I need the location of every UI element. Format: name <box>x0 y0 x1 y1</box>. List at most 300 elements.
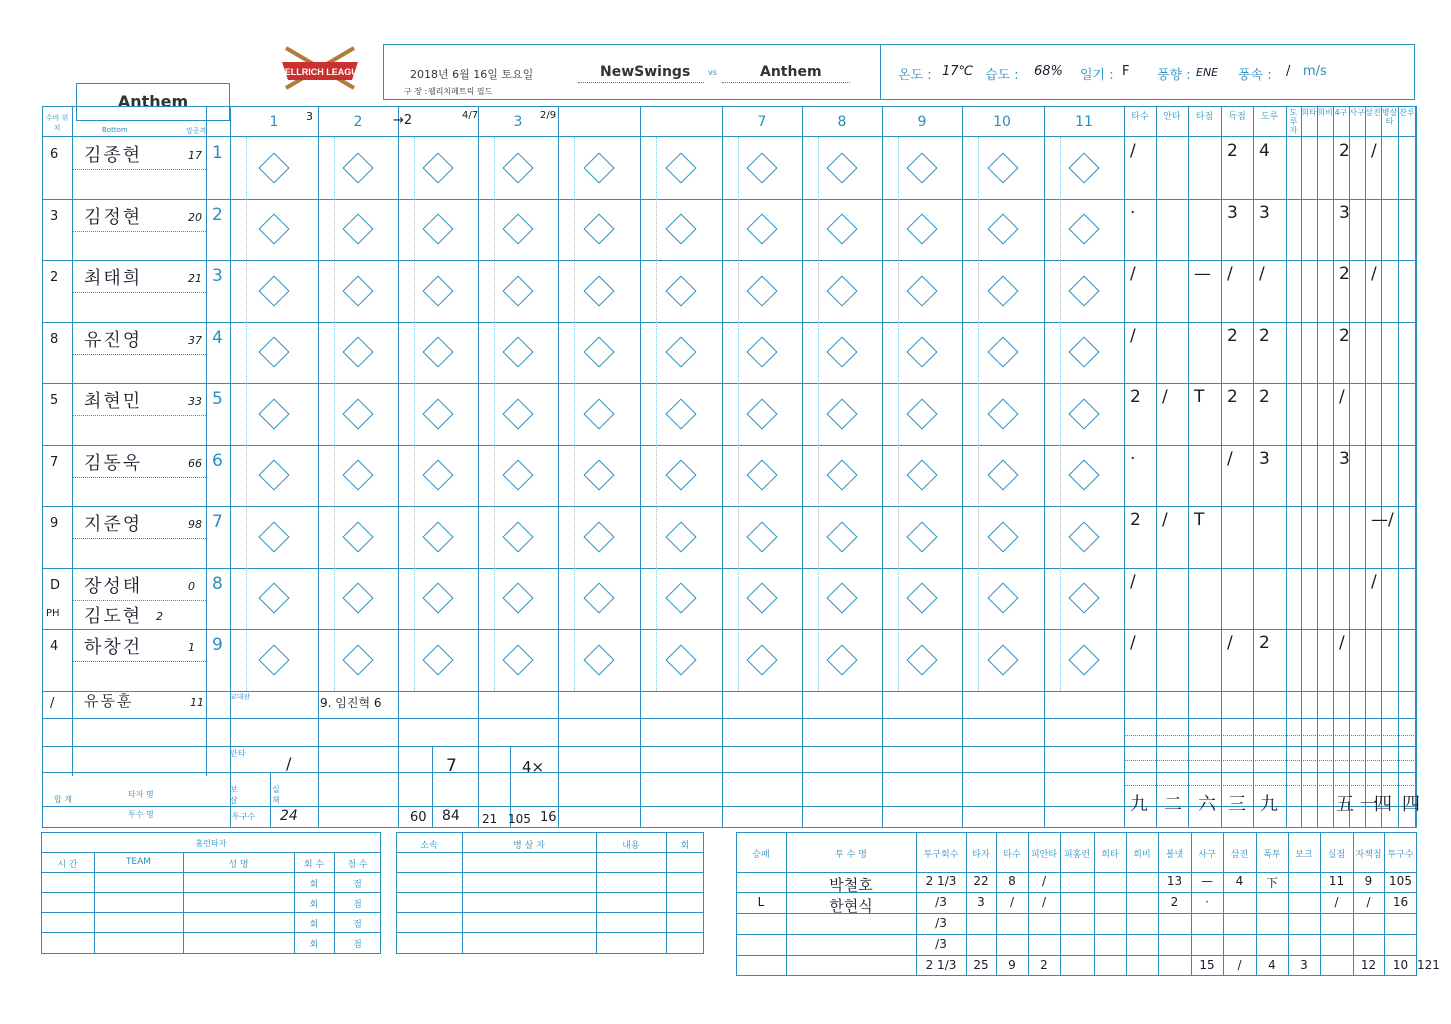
grid-subline <box>72 538 206 539</box>
grid-hline <box>42 629 1416 630</box>
batter-pos: 5 <box>50 393 59 408</box>
pitcher-r: / <box>1334 895 1339 909</box>
pitcher-total-hbp: / <box>1237 958 1242 972</box>
count-divider <box>334 199 335 261</box>
count-divider <box>818 137 819 199</box>
grid-vline <box>1286 688 1287 828</box>
extra-pos: / <box>50 696 55 711</box>
grid-vline <box>1333 106 1334 688</box>
pitcher-bb: 13 <box>1166 874 1183 888</box>
grid-hline <box>42 506 1416 507</box>
pitcher-er: / <box>1366 895 1371 909</box>
count-divider <box>574 568 575 630</box>
venue-name: 웰리치페트릭 필드 <box>428 87 493 96</box>
count-divider <box>818 506 819 568</box>
wind-speed-label: 풍속 : <box>1238 68 1272 83</box>
tally-bb: 五 <box>1336 794 1354 815</box>
count-divider <box>738 629 739 691</box>
pitcher-er: 9 <box>1364 874 1373 888</box>
p-col-2: 투구회수 <box>923 850 959 860</box>
pitcher-result: L <box>757 895 765 909</box>
away-team: NewSwings <box>600 64 691 80</box>
stat-ab: 2 <box>1130 387 1141 407</box>
pitches-3b: 105 <box>508 812 531 826</box>
stat-r: 2 <box>1227 387 1238 407</box>
p-col-7: 희타 <box>1101 850 1119 860</box>
pitcher-h: / <box>1041 895 1047 909</box>
count-divider <box>334 383 335 445</box>
sub-note: 9. 임진혁 6 <box>320 696 382 710</box>
grid-vline <box>270 772 271 828</box>
stat-header-11: 병살타 <box>1381 108 1398 126</box>
batter-pos: 7 <box>50 454 59 470</box>
pitches-1: 24 <box>280 808 298 824</box>
count-divider <box>414 199 415 261</box>
stat-header-10: 삼진 <box>1365 108 1381 117</box>
count-divider <box>1060 199 1061 261</box>
count-divider <box>656 629 657 691</box>
count-divider <box>334 506 335 568</box>
hits-2: 7 <box>446 756 457 776</box>
count-divider <box>246 445 247 507</box>
inning-header-6: 10 <box>993 114 1011 130</box>
temp-label: 온도 : <box>898 68 932 83</box>
batter-name: 최태희 <box>84 268 143 289</box>
grid-vline <box>1365 106 1366 688</box>
grid-vline <box>1416 106 1417 688</box>
stat-sb: 4 <box>1259 141 1270 161</box>
count-divider <box>574 199 575 261</box>
grid-vline <box>1044 688 1045 828</box>
count-divider <box>494 506 495 568</box>
tally-h: 二 <box>1164 794 1182 815</box>
grid-vline <box>962 688 963 828</box>
p-col-10: 사구 <box>1198 850 1216 860</box>
inning1-note: 3 <box>306 110 313 123</box>
count-divider <box>1060 383 1061 445</box>
grid-subline <box>1124 760 1416 761</box>
wind-dir-value: ENE <box>1196 66 1219 79</box>
count-divider <box>656 383 657 445</box>
count-divider <box>1060 506 1061 568</box>
count-divider <box>246 260 247 322</box>
grid-vline <box>882 688 883 828</box>
grid-vline <box>72 106 73 688</box>
grid-vline <box>1124 688 1125 828</box>
count-divider <box>656 445 657 507</box>
count-divider <box>898 199 899 261</box>
grid-vline <box>558 688 559 828</box>
grid-vline <box>1221 688 1222 828</box>
stat-bb: 2 <box>1339 141 1350 161</box>
venue-label: 구 장 : <box>404 87 428 96</box>
pitcher-ab: / <box>1009 895 1015 909</box>
inning-header-3: 7 <box>757 114 767 130</box>
grid-vline <box>722 106 723 688</box>
hr-runs: 점 <box>353 900 362 910</box>
grid-subline <box>72 415 206 416</box>
grid-subline <box>72 231 206 232</box>
back-attack-label: 말공격 <box>186 127 207 135</box>
count-divider <box>494 137 495 199</box>
count-divider <box>574 137 575 199</box>
stat-bb: 2 <box>1339 325 1350 346</box>
batting-order: 2 <box>212 204 223 225</box>
home-team: Anthem <box>760 64 822 80</box>
grid-vline <box>1301 106 1302 688</box>
tally-rbi: 六 <box>1198 794 1216 815</box>
grid-vline <box>640 106 641 688</box>
stat-header-0: 타수 <box>1131 112 1149 122</box>
pitcher-total-ab: 9 <box>1008 958 1016 972</box>
inning-header-1: 2 <box>353 114 363 130</box>
league-logo <box>276 44 364 92</box>
grid-vline <box>1286 106 1287 688</box>
weather-label: 일기 : <box>1080 68 1114 83</box>
pitcher-hbp: — <box>1201 874 1213 888</box>
pitcher-hbp: · <box>1205 895 1209 909</box>
count-divider <box>656 199 657 261</box>
hr-col-1: TEAM <box>125 857 152 867</box>
ej-col-0: 소속 <box>420 841 438 851</box>
batter-name: 김정현 <box>84 206 143 228</box>
batter-no: 37 <box>188 333 202 347</box>
stat-header-9: 사구 <box>1349 108 1365 117</box>
grid-vline <box>962 106 963 688</box>
tally-lob: 四 <box>1402 794 1420 815</box>
extra-no: 11 <box>190 696 204 709</box>
ej-col-3: 회 <box>680 841 690 851</box>
count-divider <box>494 260 495 322</box>
count-divider <box>818 383 819 445</box>
count-divider <box>818 629 819 691</box>
count-divider <box>574 445 575 507</box>
inning-header-0: 1 <box>269 114 279 130</box>
pitcher-total-bb: 15 <box>1199 958 1215 972</box>
p-col-11: 삼진 <box>1230 850 1249 860</box>
hr-col-4: 점 수 <box>347 860 368 870</box>
pitcher-wp: 下 <box>1265 876 1278 890</box>
grid-vline <box>1333 688 1334 828</box>
count-divider <box>898 506 899 568</box>
count-divider <box>246 322 247 384</box>
p-col-14: 실점 <box>1327 850 1346 860</box>
stat-header-12: 잔루 <box>1399 108 1415 117</box>
stat-so: / <box>1371 141 1377 161</box>
substitute-label: 교대판 <box>230 693 251 701</box>
pitcher-total-bf: 25 <box>973 958 989 972</box>
count-divider <box>334 445 335 507</box>
pitcher-total-so: 4 <box>1268 958 1276 972</box>
count-divider <box>898 322 899 384</box>
batter-pos: 6 <box>50 147 59 162</box>
count-divider <box>978 445 979 507</box>
game-date: 2018년 6월 16일 토요일 <box>410 68 534 81</box>
hr-runs: 점 <box>353 940 362 950</box>
count-divider <box>414 445 415 507</box>
grid-vline <box>398 106 399 688</box>
grid-subline <box>72 600 206 601</box>
count-divider <box>334 322 335 384</box>
inning2b-note: 4/7 <box>462 110 479 121</box>
count-divider <box>574 260 575 322</box>
grid-vline <box>558 106 559 688</box>
stat-r: 2 <box>1227 141 1238 161</box>
count-divider <box>494 445 495 507</box>
ej-col-1: 병 살 자 <box>513 841 545 851</box>
hits-label: 안타 <box>230 749 246 758</box>
inning2-note: →2 <box>393 113 413 128</box>
count-divider <box>738 199 739 261</box>
grid-vline <box>1398 106 1399 688</box>
count-divider <box>898 260 899 322</box>
stat-so: / <box>1371 571 1377 592</box>
batter-pos: 9 <box>50 516 59 531</box>
stat-bb: / <box>1339 633 1345 653</box>
grid-subline <box>1124 735 1416 736</box>
grid-subline <box>1124 785 1416 786</box>
walks-label: 보 살 <box>230 785 238 805</box>
count-divider <box>574 506 575 568</box>
count-divider <box>494 383 495 445</box>
inning-header-7: 11 <box>1075 114 1093 130</box>
stat-so: / <box>1371 264 1377 284</box>
batting-order: 1 <box>212 143 223 163</box>
grid-vline <box>802 106 803 688</box>
stat-ab: · <box>1130 202 1136 223</box>
homerun-table <box>41 832 381 954</box>
count-divider <box>246 506 247 568</box>
count-divider <box>978 260 979 322</box>
count-divider <box>494 629 495 691</box>
grid-hline <box>42 445 1416 446</box>
grid-vline <box>478 688 479 828</box>
count-divider <box>334 260 335 322</box>
count-divider <box>414 137 415 199</box>
grid-vline <box>1398 688 1399 828</box>
hr-col-3: 회 수 <box>303 860 325 870</box>
batting-order: 7 <box>212 512 223 532</box>
p-col-9: 볼넷 <box>1165 850 1184 860</box>
batter-no: 1 <box>188 641 195 654</box>
team-name: Anthem <box>117 92 189 111</box>
grid-vline <box>1221 106 1222 688</box>
count-divider <box>494 199 495 261</box>
stat-ab: / <box>1130 264 1136 284</box>
count-divider <box>978 629 979 691</box>
count-divider <box>898 445 899 507</box>
stat-sb: 3 <box>1259 202 1270 223</box>
grid-hline <box>42 568 1416 569</box>
count-divider <box>246 383 247 445</box>
stat-rbi: — <box>1194 264 1211 284</box>
stat-header-3: 득점 <box>1228 112 1246 122</box>
tally-sb: 九 <box>1260 794 1278 815</box>
count-divider <box>334 568 335 630</box>
wind-dir-label: 풍향 : <box>1157 68 1191 83</box>
stat-sb: 3 <box>1259 448 1270 469</box>
stat-header-1: 안타 <box>1163 112 1181 122</box>
count-divider <box>978 137 979 199</box>
batter-no: 66 <box>188 456 202 470</box>
grid-vline <box>1301 688 1302 828</box>
count-divider <box>1060 568 1061 630</box>
batter-no: 21 <box>188 272 202 285</box>
count-divider <box>246 629 247 691</box>
grid-vline <box>1156 106 1157 688</box>
pitches-label: 투구수 <box>232 812 256 821</box>
grid-vline <box>398 688 399 828</box>
pitcher-total-h: 2 <box>1040 958 1048 972</box>
batting-order: 3 <box>212 266 223 286</box>
homerun-title: 홈런타자 <box>195 839 227 848</box>
ej-col-2: 내용 <box>622 841 640 851</box>
batter-no: 33 <box>188 395 202 408</box>
pitcher-total-np: 121 <box>1417 958 1440 972</box>
stat-h: / <box>1162 387 1168 407</box>
count-divider <box>334 629 335 691</box>
batter-name: 최현민 <box>84 391 143 412</box>
stat-header-2: 타점 <box>1195 112 1214 122</box>
batter-no: 17 <box>188 149 202 162</box>
pitcher-total-wp: 3 <box>1300 958 1308 972</box>
count-divider <box>414 322 415 384</box>
batter-name: 하창건 <box>84 637 143 658</box>
stat-ab: / <box>1130 571 1136 592</box>
pitches-2: 84 <box>442 808 460 824</box>
count-divider <box>978 568 979 630</box>
grid-vline <box>1188 106 1189 688</box>
p-col-16: 투구수 <box>1387 850 1414 860</box>
batting-order: 4 <box>212 327 223 348</box>
count-divider <box>1060 322 1061 384</box>
hr-runs: 점 <box>353 880 362 890</box>
hits-3: 4× <box>522 758 545 776</box>
stat-sb: 2 <box>1259 387 1270 407</box>
stat-ab: / <box>1130 633 1136 653</box>
extra-name: 유동훈 <box>84 692 134 710</box>
count-divider <box>818 568 819 630</box>
hr-vline <box>94 852 95 954</box>
count-divider <box>494 568 495 630</box>
grid-vline <box>802 688 803 828</box>
stat-header-5: 도루자 <box>1289 108 1298 135</box>
stat-r: / <box>1227 264 1233 284</box>
stat-ab: / <box>1130 141 1136 161</box>
pitcher-name: 박철호 <box>829 876 873 894</box>
batting-order: 8 <box>212 573 223 594</box>
sub-no: 2 <box>156 610 163 623</box>
league-logo-icon <box>276 44 364 92</box>
count-divider <box>738 568 739 630</box>
count-divider <box>738 322 739 384</box>
p-col-3: 타자 <box>972 850 990 860</box>
count-divider <box>738 445 739 507</box>
batter-no: 20 <box>188 210 202 224</box>
grid-vline <box>230 106 231 688</box>
pitcher-bb: 2 <box>1170 895 1179 909</box>
grid-vline <box>318 688 319 828</box>
stat-rbi: T <box>1194 387 1205 407</box>
grid-hline <box>42 718 1416 719</box>
p-col-4: 타수 <box>1003 850 1021 860</box>
count-divider <box>656 322 657 384</box>
pitcher-total-ip: 2 1/3 <box>925 958 957 972</box>
count-divider <box>818 260 819 322</box>
count-divider <box>978 383 979 445</box>
grid-hline <box>42 322 1416 323</box>
stat-so: —/ <box>1371 510 1394 530</box>
p-col-0: 승패 <box>752 850 770 860</box>
pitcher-bf: 3 <box>977 895 985 909</box>
pos-header: 수비 위치 <box>45 114 69 132</box>
batter-name: 지준영 <box>84 514 143 535</box>
batter-name: 유진영 <box>84 329 143 351</box>
count-divider <box>656 568 657 630</box>
p-col-12: 폭투 <box>1263 850 1281 860</box>
pitcher-ip: /3 <box>935 937 947 951</box>
count-divider <box>738 137 739 199</box>
grid-subline <box>72 661 206 662</box>
count-divider <box>656 137 657 199</box>
grid-vline <box>318 106 319 688</box>
count-divider <box>978 506 979 568</box>
count-divider <box>246 199 247 261</box>
inning-header-2: 3 <box>513 114 523 130</box>
humidity-value: 68% <box>1034 64 1063 79</box>
count-divider <box>246 568 247 630</box>
count-divider <box>1060 445 1061 507</box>
batting-order: 5 <box>212 389 223 409</box>
hr-col-0: 시 간 <box>57 860 78 870</box>
count-divider <box>414 506 415 568</box>
batter-no: 98 <box>188 518 202 531</box>
stat-r: 2 <box>1227 325 1238 346</box>
count-divider <box>656 506 657 568</box>
batting-order: 9 <box>212 635 223 655</box>
weather-value: F <box>1122 64 1130 79</box>
count-divider <box>656 260 657 322</box>
inning-header-4: 8 <box>837 114 847 130</box>
batter-pos: 4 <box>50 639 59 654</box>
tally-so2: 四 <box>1374 794 1392 815</box>
stat-bb: 3 <box>1339 448 1350 469</box>
count-divider <box>818 199 819 261</box>
vs-label: vs <box>708 68 717 77</box>
grid-vline <box>206 688 207 776</box>
grid-subline <box>72 477 206 478</box>
grid-subline <box>72 169 206 170</box>
pitcher-ip: /3 <box>935 895 947 909</box>
p-col-6: 피홈런 <box>1063 850 1091 860</box>
grid-hline <box>42 746 1416 747</box>
pitcher-bf: 22 <box>973 874 989 888</box>
batter-pos: 3 <box>50 208 59 224</box>
hr-inning: 회 <box>309 940 319 950</box>
pitcher-ab: 8 <box>1008 874 1016 888</box>
p-col-15: 자책점 <box>1355 850 1382 860</box>
pitcher-h: / <box>1041 874 1047 888</box>
grid-vline <box>1044 106 1045 688</box>
p-col-13: 보크 <box>1295 850 1313 860</box>
count-divider <box>978 199 979 261</box>
count-divider <box>738 506 739 568</box>
hr-inning: 회 <box>309 920 319 930</box>
pitches-3: 16 <box>540 810 557 825</box>
grid-vline <box>1317 688 1318 828</box>
pitcher-r: 11 <box>1328 874 1345 888</box>
count-divider <box>818 445 819 507</box>
